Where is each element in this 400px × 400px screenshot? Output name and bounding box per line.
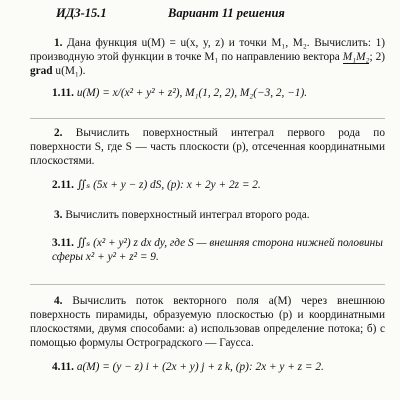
document-code: ИДЗ-15.1 — [56, 6, 107, 20]
task-3-text: Вычислить поверхностный интеграл второго рода. — [65, 209, 310, 221]
task-4-number: 4. — [54, 295, 63, 307]
task-2-exercise — [52, 178, 390, 192]
task-1-text-b: ; 2) — [369, 51, 386, 63]
task-1-exercise — [52, 86, 390, 100]
task-1-exercise-number: 1.11. — [52, 87, 74, 99]
task-1-text-c: u(M₁). — [52, 65, 86, 77]
variant-title: Вариант 11 решения — [168, 6, 285, 20]
task-4-exercise-number: 4.11. — [52, 361, 74, 373]
task-3-number: 3. — [54, 209, 63, 221]
divider — [30, 284, 385, 285]
task-4-exercise-text: a(M) = (y − z) i + (2x + y) j + z k, (p): 2x + y + z = 2. — [76, 361, 324, 373]
task-4-exercise — [52, 360, 390, 374]
task-1-number: 1. — [54, 37, 63, 49]
task-1-statement — [30, 36, 385, 78]
task-4-text: Вычислить поток векторного поля a(M) через внешнюю поверхность пирамиды, образуемую плоскостью (p) и координатными плоскостями, двумя способами: а) использовав определение потока; б) с помощью формулы Остроградского — Гаусса. — [30, 295, 385, 349]
task-1-text-a: Дана функция u(M) = u(x, y, z) и точки M₁, M₂. Вычислить: 1) производную этой функции в точке M₁ по направлению вектора — [30, 37, 386, 63]
divider — [30, 118, 385, 119]
task-3-exercise — [52, 236, 390, 264]
task-1-vector: M₁M₂ — [342, 51, 370, 63]
task-2-number: 2. — [54, 127, 63, 139]
task-2-text: Вычислить поверхностный интеграл первого рода по поверхности S, где S — часть плоскости (p), отсеченная координатными плоскостями. — [30, 127, 385, 167]
task-2-exercise-number: 2.11. — [52, 179, 74, 191]
task-1-exercise-text: u(M) = x/(x² + y² + z²), M₁(1, 2, 2), M₂(−3, 2, −1). — [76, 87, 308, 99]
task-2-exercise-text: ∬ₛ (5x + y − z) dS, (p): x + 2y + 2z = 2. — [76, 179, 261, 191]
task-1-grad: grad — [30, 65, 53, 77]
task-3-exercise-text: ∬ₛ (x² + y²) z dx dy, где S — внешняя сторона нижней половины сферы x² + y² + z² = 9. — [52, 237, 383, 263]
task-3-exercise-number: 3.11. — [52, 237, 74, 249]
task-3-statement — [30, 208, 385, 222]
task-2-statement — [30, 126, 385, 168]
task-4-statement — [30, 294, 385, 350]
